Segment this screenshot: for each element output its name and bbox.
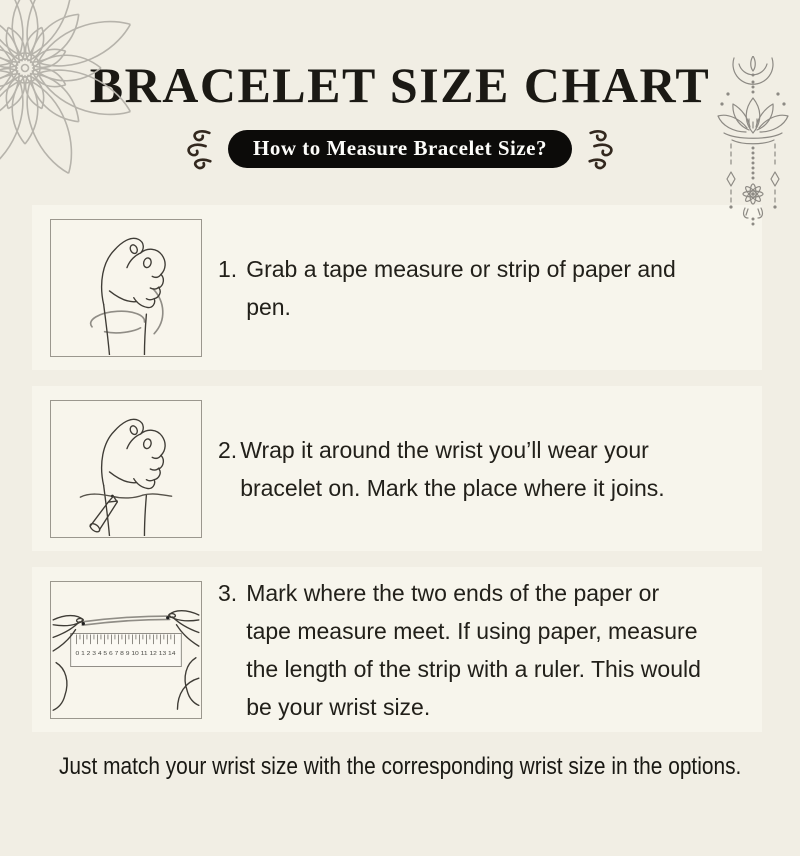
step-3-text — [218, 574, 701, 726]
ruler-numbers: 0 1 2 3 4 5 6 7 8 9 10 11 12 13 14 — [75, 650, 176, 657]
step-line: tape measure meet. If using paper, measure — [246, 617, 698, 644]
step-number: 1. — [218, 255, 238, 282]
step-row-1 — [32, 205, 762, 370]
step-number: 3. — [218, 579, 238, 606]
flourish-left-icon — [181, 127, 215, 171]
step-3-figure — [50, 581, 202, 719]
bracelet-size-chart-infographic — [0, 56, 800, 856]
lotus-pendant-icon — [698, 56, 800, 228]
page-title: BRACELET SIZE CHART — [89, 57, 711, 113]
step-1-text — [218, 250, 676, 326]
flourish-right-icon — [585, 127, 619, 171]
corner-mandala-icon — [0, 0, 145, 188]
step-number: 2. — [218, 436, 238, 463]
step-line: the length of the strip with a ruler. This would — [246, 655, 701, 682]
step-2-text — [218, 431, 665, 507]
step-line: pen. — [246, 293, 291, 320]
subtitle-badge: How to Measure Bracelet Size? — [228, 130, 572, 168]
step-line: bracelet on. Mark the place where it joins. — [240, 474, 665, 501]
fist-with-loop-illustration — [52, 221, 200, 355]
step-row-2 — [32, 386, 762, 551]
step-line: Wrap it around the wrist you’ll wear your — [240, 436, 649, 463]
footer-note: Just match your wrist size with the corresponding wrist size in the options. — [58, 753, 742, 780]
step-line: be your wrist size. — [246, 693, 431, 720]
step-line: Grab a tape measure or strip of paper and — [246, 255, 676, 282]
fist-with-pen-illustration — [52, 402, 200, 536]
steps-list — [0, 205, 800, 732]
step-row-3 — [32, 567, 762, 732]
step-1-figure — [50, 219, 202, 357]
step-2-figure — [50, 400, 202, 538]
step-line: Mark where the two ends of the paper or — [246, 579, 660, 606]
hands-ruler-illustration — [52, 583, 200, 717]
